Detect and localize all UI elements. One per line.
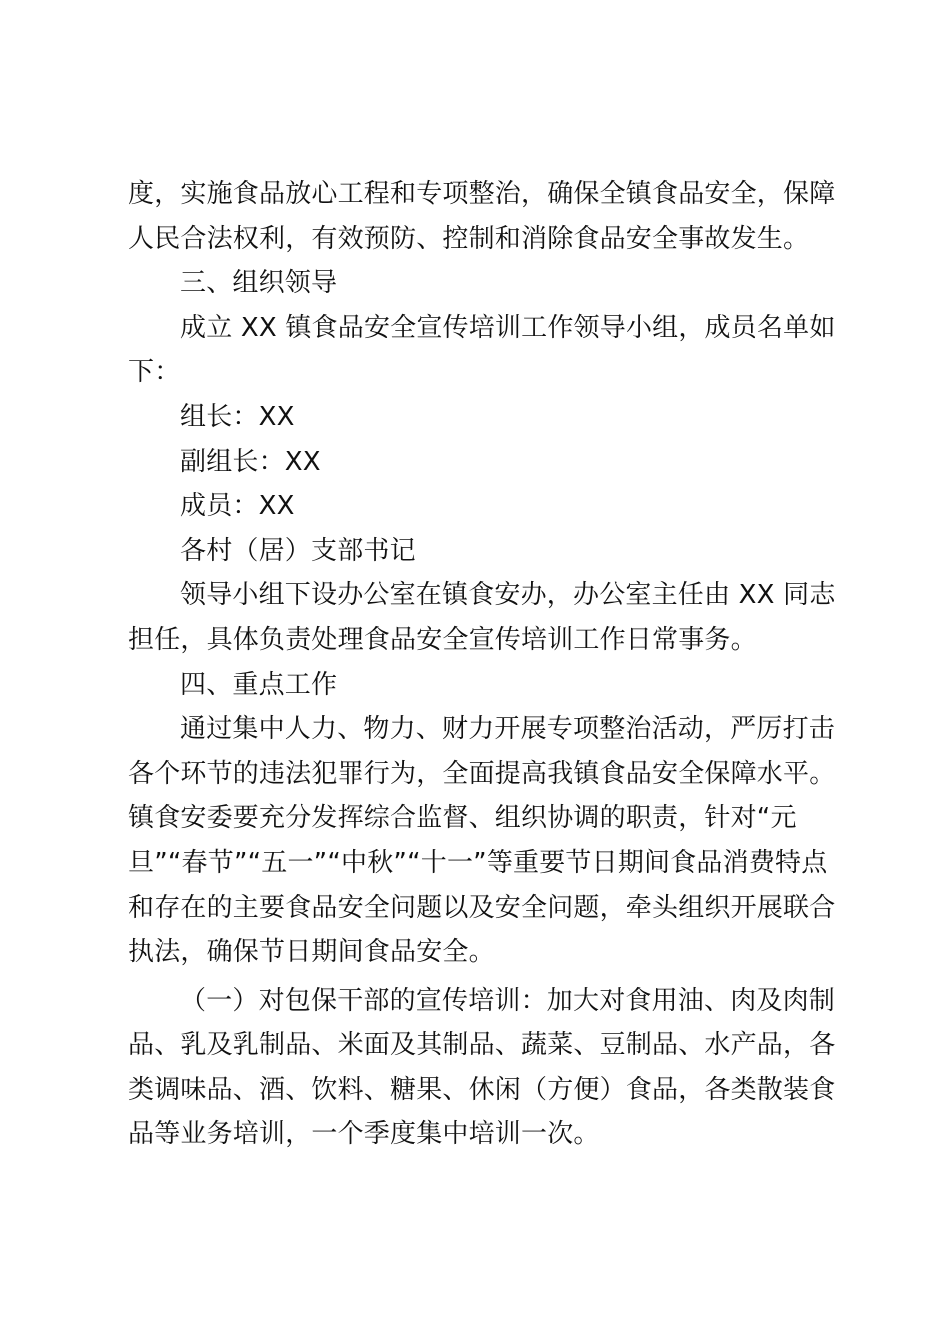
paragraph-line: 成立 XX 镇食品安全宣传培训工作领导小组，成员名单如 — [180, 312, 836, 343]
member-line-members: 成员：XX — [180, 491, 295, 522]
subsection-line: （一）对包保干部的宣传培训：加大对食用油、肉及肉制 — [180, 985, 836, 1016]
paragraph-line: 镇食安委要充分发挥综合监督、组织协调的职责，针对“元 — [128, 803, 797, 834]
member-line-deputy: 副组长：XX — [180, 446, 321, 477]
paragraph-line: 人民合法权利，有效预防、控制和消除食品安全事故发生。 — [128, 223, 810, 254]
paragraph-line: 担任，具体负责处理食品安全宣传培训工作日常事务。 — [128, 624, 757, 655]
document-body — [128, 172, 834, 1157]
paragraph-line: 领导小组下设办公室在镇食安办，办公室主任由 XX 同志 — [180, 580, 836, 611]
member-line-leader: 组长：XX — [180, 401, 295, 432]
paragraph-line: 类调味品、酒、饮料、糖果、休闲（方便）食品，各类散装食 — [128, 1074, 836, 1105]
section-heading: 四、重点工作 — [180, 669, 338, 700]
paragraph-line: 品、乳及乳制品、米面及其制品、蔬菜、豆制品、水产品，各 — [128, 1030, 836, 1061]
member-line-secretaries: 各村（居）支部书记 — [180, 535, 416, 566]
paragraph-line: 旦”“春节”“五一”“中秋”“十一”等重要节日期间食品消费特点 — [128, 847, 828, 878]
paragraph-line: 品等业务培训，一个季度集中培训一次。 — [128, 1119, 600, 1150]
paragraph-line: 通过集中人力、物力、财力开展专项整治活动，严厉打击 — [180, 714, 836, 745]
paragraph-line: 下： — [128, 357, 181, 388]
paragraph-line: 度，实施食品放心工程和专项整治，确保全镇食品安全，保障 — [128, 179, 836, 209]
section-heading: 三、组织领导 — [180, 268, 338, 299]
paragraph-line: 和存在的主要食品安全问题以及安全问题，牵头组织开展联合 — [128, 892, 836, 923]
paragraph-line: 执法，确保节日期间食品安全。 — [128, 937, 495, 968]
paragraph-line: 各个环节的违法犯罪行为，全面提高我镇食品安全保障水平。 — [128, 758, 836, 789]
